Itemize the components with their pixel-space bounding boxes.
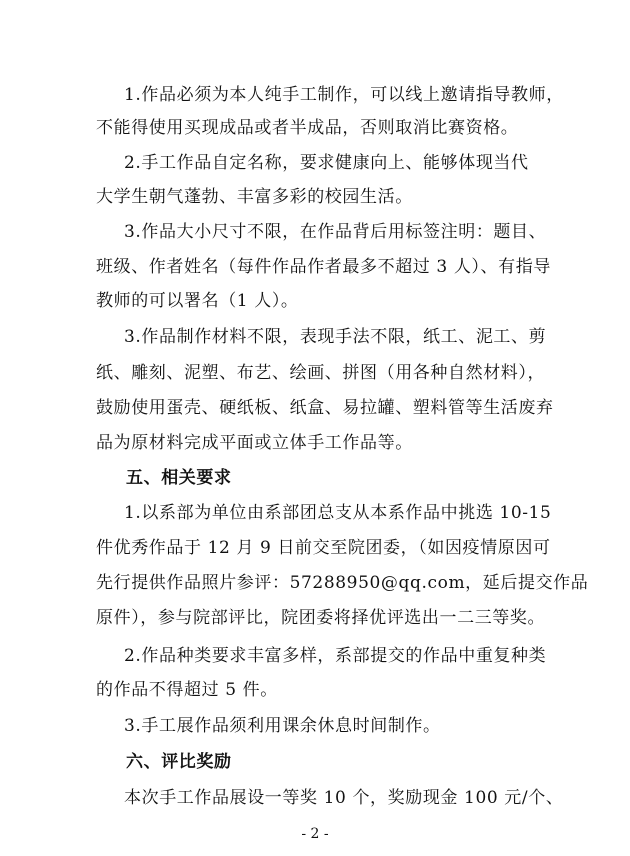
paragraph-line: 先行提供作品照片参评：57288950@qq.com，延后提交作品 <box>96 573 589 593</box>
paragraph-line: 2.手工作品自定名称，要求健康向上、能够体现当代 <box>124 153 529 173</box>
section-heading: 五、相关要求 <box>126 468 232 488</box>
paragraph-line: 2.作品种类要求丰富多样，系部提交的作品中重复种类 <box>124 646 547 666</box>
paragraph-line: 品为原材料完成平面或立体手工作品等。 <box>96 433 413 453</box>
paragraph-line: 1.作品必须为本人纯手工制作，可以线上邀请指导教师， <box>124 85 564 105</box>
paragraph-line: 3.作品制作材料不限，表现手法不限，纸工、泥工、剪 <box>124 327 547 347</box>
paragraph-line: 纸、雕刻、泥塑、布艺、绘画、拼图（用各种自然材料）， <box>96 363 546 383</box>
paragraph-line: 原件），参与院部评比，院团委将择优评选出一二三等奖。 <box>96 608 546 628</box>
paragraph-line: 班级、作者姓名（每件作品作者最多不超过 3 人）、有指导 <box>96 257 551 277</box>
section-heading: 六、评比奖励 <box>126 752 232 772</box>
paragraph-line: 3.手工展作品须利用课余休息时间制作。 <box>124 716 441 736</box>
paragraph-line: 不能得使用买现成品或者半成品，否则取消比赛资格。 <box>96 118 519 138</box>
paragraph-line: 1.以系部为单位由系部团总支从本系作品中挑选 10-15 <box>124 503 552 523</box>
paragraph-line: 鼓励使用蛋壳、硬纸板、纸盒、易拉罐、塑料管等生活废弃 <box>96 398 554 418</box>
paragraph-line: 本次手工作品展设一等奖 10 个，奖励现金 100 元/个、 <box>124 788 564 808</box>
paragraph-line: 件优秀作品于 12 月 9 日前交至院团委，（如因疫情原因可 <box>96 538 551 558</box>
paragraph-line: 教师的可以署名（1 人）。 <box>96 291 299 311</box>
paragraph-line: 3.作品大小尺寸不限，在作品背后用标签注明：题目、 <box>124 222 547 242</box>
paragraph-line: 的作品不得超过 5 件。 <box>96 680 278 700</box>
paragraph-line: 大学生朝气蓬勃、丰富多彩的校园生活。 <box>96 187 413 207</box>
page-number: - 2 - <box>301 826 329 842</box>
